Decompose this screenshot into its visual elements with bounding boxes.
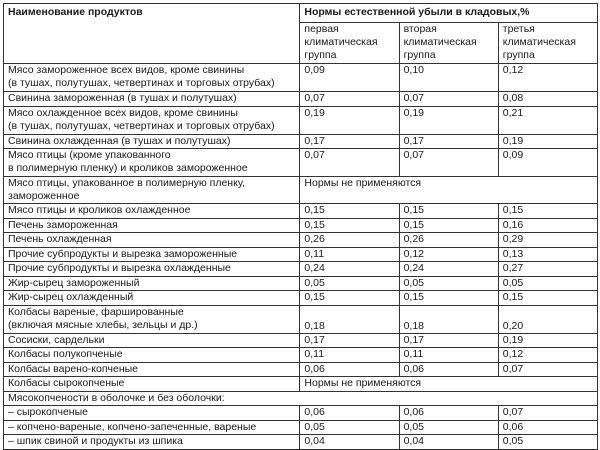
- norm-value-group-3: 0,19: [498, 333, 597, 348]
- product-name: [4, 305, 300, 333]
- norm-value-group-1: 0,05: [300, 420, 399, 435]
- product-name-line: Колбасы варено-копченые: [8, 362, 139, 375]
- table-row: [4, 262, 598, 277]
- table-row: [4, 247, 598, 262]
- product-name-line: Жир-сырец замороженный: [8, 276, 140, 289]
- norm-value-group-3: 0,07: [498, 406, 597, 421]
- norm-value-group-1: 0,06: [300, 406, 399, 421]
- product-name: [4, 276, 300, 291]
- norm-value-group-3: 0,05: [498, 435, 597, 450]
- norm-value-group-3: 0,27: [498, 262, 597, 277]
- product-name-line: Мясо замороженное всех видов, кроме свинины: [8, 64, 245, 76]
- product-name-line: Колбасы полукопченые: [8, 348, 123, 360]
- shrinkage-norms-table: [3, 3, 598, 450]
- norm-value-group-2: 0,17: [399, 134, 498, 149]
- norm-value-group-3: 0,16: [498, 218, 597, 233]
- norm-value-group-1: 0,11: [300, 247, 399, 262]
- norm-value-group-2: 0,06: [399, 362, 498, 377]
- table-row: [4, 177, 598, 204]
- table-row: [4, 64, 598, 92]
- norm-value-group-2: 0,06: [399, 406, 498, 421]
- norm-value-group-2: 0,26: [399, 233, 498, 248]
- product-name: [4, 333, 300, 348]
- product-name: [4, 291, 300, 306]
- product-name-line: Мясо птицы и кроликов охлажденное: [8, 204, 191, 216]
- product-name-line: Мясо охлажденное всех видов, кроме свинины: [8, 106, 238, 119]
- table-row: [4, 362, 598, 377]
- product-name-line: – сырокопченые: [8, 406, 88, 418]
- norm-value-group-3: 0,12: [498, 348, 597, 363]
- product-name: [4, 149, 300, 177]
- norm-value-group-1: 0,05: [300, 276, 399, 291]
- norm-value-group-2: 0,05: [399, 420, 498, 435]
- table-row: [4, 134, 598, 149]
- product-name-line: в полимерную пленку) и кроликов замороженное: [8, 162, 248, 174]
- norm-value-group-3: 0,20: [498, 305, 597, 333]
- product-name-line: Колбасы вареные, фаршированные: [8, 305, 184, 318]
- header-norms: Нормы естественной убыли в кладовых,%: [300, 4, 598, 23]
- norm-value-group-2: 0,07: [399, 149, 498, 177]
- product-name-line: (в тушах, полутушах, четвертинах и торговых отрубах): [8, 77, 275, 89]
- product-name-line: Жир-сырец охлажденный: [8, 291, 134, 303]
- product-name: [4, 420, 300, 435]
- norm-value-group-3: 0,05: [498, 276, 597, 291]
- table-row: [4, 92, 598, 107]
- norm-value-group-3: 0,15: [498, 291, 597, 306]
- table-row: [4, 333, 598, 348]
- norm-value-group-2: 0,24: [399, 262, 498, 277]
- norm-value-group-1: 0,26: [300, 233, 399, 248]
- norm-value-group-3: 0,19: [498, 134, 597, 149]
- table-row: [4, 305, 598, 333]
- norm-value-group-1: 0,19: [300, 106, 399, 134]
- header-group-2: вторая климатическая группа: [399, 23, 498, 64]
- header-group-1: первая климатическая группа: [300, 23, 399, 64]
- product-name-line: Прочие субпродукты и вырезка охлажденные: [8, 262, 231, 274]
- header-product-name: Наименование продуктов: [4, 4, 300, 64]
- norm-value-group-3: 0,21: [498, 106, 597, 134]
- product-name: [4, 177, 300, 204]
- product-name: [4, 391, 598, 406]
- table-row: [4, 276, 598, 291]
- table-row: [4, 406, 598, 421]
- norm-value-group-1: 0,24: [300, 262, 399, 277]
- product-name: [4, 134, 300, 149]
- norm-value-group-2: 0,15: [399, 291, 498, 306]
- header-group-3: третья климатическая группа: [498, 23, 597, 64]
- norm-value-group-2: 0,11: [399, 348, 498, 363]
- norm-value-group-2: 0,15: [399, 218, 498, 233]
- norm-value-group-2: 0,05: [399, 276, 498, 291]
- product-name-line: Свинина охлажденная (в тушах и полутушах): [8, 134, 231, 147]
- product-name-line: Печень охлажденная: [8, 233, 112, 245]
- table-row: [4, 291, 598, 306]
- product-name-line: Сосиски, сардельки: [8, 333, 105, 346]
- product-name: [4, 262, 300, 277]
- product-name: [4, 377, 300, 392]
- norm-value-group-2: 0,07: [399, 92, 498, 107]
- norm-value-group-1: 0,04: [300, 435, 399, 450]
- product-name-line: – копчено-вареные, копчено-запеченные, вареные: [8, 420, 257, 433]
- product-name: [4, 247, 300, 262]
- table-row: [4, 420, 598, 435]
- table-row: [4, 106, 598, 134]
- product-name-line: Прочие субпродукты и вырезка замороженные: [8, 247, 238, 260]
- table-row: [4, 391, 598, 406]
- product-name-line: (в тушах, полутушах, четвертинах и торговых отрубах): [8, 119, 275, 132]
- norm-value-group-2: 0,04: [399, 435, 498, 450]
- norm-value-group-1: 0,15: [300, 218, 399, 233]
- norm-value-group-1: 0,07: [300, 92, 399, 107]
- norm-value-group-3: 0,09: [498, 149, 597, 177]
- product-name: [4, 348, 300, 363]
- table-row: [4, 233, 598, 248]
- product-name: [4, 406, 300, 421]
- norm-value-group-3: 0,29: [498, 233, 597, 248]
- table-row: [4, 149, 598, 177]
- product-name-line: Свинина замороженная (в тушах и полутушах): [8, 92, 237, 104]
- product-name-line: (включая мясные хлебы, зельцы и др.): [8, 318, 198, 331]
- norm-value-group-1: 0,09: [300, 64, 399, 92]
- norms-not-applied: Нормы не применяются: [300, 377, 598, 392]
- norms-not-applied: Нормы не применяются: [300, 177, 598, 204]
- norm-value-group-2: 0,18: [399, 305, 498, 333]
- product-name: [4, 362, 300, 377]
- norm-value-group-1: 0,17: [300, 134, 399, 149]
- norm-value-group-2: 0,10: [399, 64, 498, 92]
- norm-value-group-3: 0,13: [498, 247, 597, 262]
- product-name: [4, 106, 300, 134]
- norm-value-group-2: 0,19: [399, 106, 498, 134]
- product-name-line: Колбасы сырокопченые: [8, 377, 125, 389]
- product-name-line: – шпик свиной и продукты из шпика: [8, 435, 183, 447]
- norm-value-group-1: 0,07: [300, 149, 399, 177]
- norm-value-group-2: 0,17: [399, 333, 498, 348]
- norm-value-group-2: 0,15: [399, 204, 498, 219]
- table-row: [4, 348, 598, 363]
- header-row: [4, 4, 598, 23]
- table-row: [4, 218, 598, 233]
- norm-value-group-3: 0,15: [498, 204, 597, 219]
- product-name-line: Печень замороженная: [8, 218, 118, 231]
- table-row: [4, 204, 598, 219]
- product-name-line: Мясо птицы, упакованное в полимерную пленку, замороженное: [8, 177, 245, 202]
- product-name-line: Мясо птицы (кроме упакованного: [8, 149, 171, 161]
- product-name: [4, 204, 300, 219]
- norm-value-group-1: 0,18: [300, 305, 399, 333]
- norm-value-group-1: 0,11: [300, 348, 399, 363]
- norm-value-group-2: 0,12: [399, 247, 498, 262]
- norm-value-group-1: 0,17: [300, 333, 399, 348]
- product-name: [4, 233, 300, 248]
- norm-value-group-3: 0,12: [498, 64, 597, 92]
- norm-value-group-3: 0,08: [498, 92, 597, 107]
- product-name-line: Мясокопчености в оболочке и без оболочки:: [8, 391, 225, 404]
- norm-value-group-1: 0,06: [300, 362, 399, 377]
- table-row: [4, 377, 598, 392]
- product-name: [4, 64, 300, 92]
- norm-value-group-3: 0,07: [498, 362, 597, 377]
- product-name: [4, 92, 300, 107]
- norm-value-group-1: 0,15: [300, 204, 399, 219]
- norm-value-group-3: 0,06: [498, 420, 597, 435]
- norm-value-group-1: 0,15: [300, 291, 399, 306]
- product-name: [4, 218, 300, 233]
